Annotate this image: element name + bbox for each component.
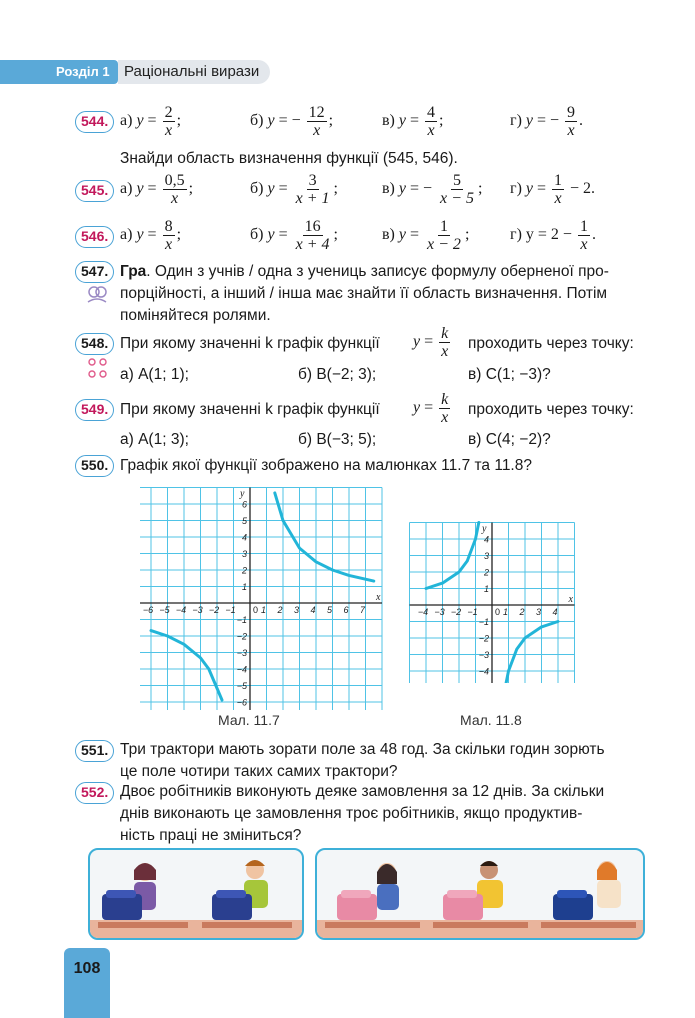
x-tick-label: −4 bbox=[417, 607, 429, 617]
x-tick-label: −1 bbox=[467, 607, 478, 617]
section-header bbox=[0, 60, 270, 84]
x-axis-label: x bbox=[568, 594, 573, 605]
option-b: б) y = $\frac{16}{x + 4}$ ; bbox=[250, 218, 338, 253]
option-g: г) y = − $\frac{9}{x}$ . bbox=[510, 104, 584, 139]
x-tick-label: 4 bbox=[552, 607, 558, 617]
figure-caption: Мал. 11.8 bbox=[460, 712, 522, 728]
y-tick-label: −4 bbox=[478, 666, 489, 677]
y-tick-label: −1 bbox=[478, 617, 489, 627]
y-tick-label: 4 bbox=[483, 534, 489, 545]
x-tick-label: −2 bbox=[450, 607, 462, 617]
x-tick-label: −3 bbox=[192, 605, 203, 615]
y-tick-label: 5 bbox=[241, 516, 247, 526]
origin-label: 0 bbox=[253, 605, 259, 615]
formula-k-over-x: y = $\frac{k}{x}$ bbox=[413, 391, 449, 426]
y-tick-label: 3 bbox=[483, 551, 489, 561]
x-tick-label: −4 bbox=[175, 605, 187, 615]
option-v: в) y = $\frac{4}{x}$ ; bbox=[382, 104, 444, 139]
problem-number: 548. bbox=[75, 333, 114, 355]
x-tick-label: −1 bbox=[225, 605, 236, 615]
x-tick-label: 3 bbox=[293, 605, 300, 615]
option-b: б) y = $\frac{3}{x + 1}$ ; bbox=[250, 172, 338, 207]
discussion-icon bbox=[86, 284, 110, 304]
y-tick-label: 3 bbox=[241, 549, 247, 559]
hyperbola-branch bbox=[151, 631, 222, 700]
option-v: в) C(4; −2)? bbox=[468, 431, 551, 448]
option-b: б) B(−2; 3); bbox=[298, 366, 377, 383]
figure-caption: Мал. 11.7 bbox=[218, 712, 280, 728]
x-tick-label: 1 bbox=[502, 607, 509, 617]
y-tick-label: 4 bbox=[241, 532, 247, 543]
problem-number: 546. bbox=[75, 226, 114, 248]
problem-text: При якому значенні k графік функції bbox=[120, 335, 380, 352]
page-number-tab bbox=[64, 948, 110, 1018]
y-tick-label: 6 bbox=[241, 499, 247, 510]
illustration-three-workers bbox=[315, 848, 645, 940]
option-a: а) A(1; 3); bbox=[120, 431, 189, 448]
y-tick-label: −2 bbox=[236, 631, 247, 642]
x-tick-label: 2 bbox=[519, 607, 525, 617]
problem-number: 549. bbox=[75, 399, 114, 421]
y-tick-label: −2 bbox=[478, 633, 489, 644]
problem-number: 545. bbox=[75, 180, 114, 202]
x-tick-label: −3 bbox=[434, 607, 445, 617]
page-number: 108 bbox=[73, 960, 101, 977]
problem-number: 550. bbox=[75, 455, 114, 477]
x-tick-label: −6 bbox=[142, 605, 154, 615]
problem-text-line: порційності, а інший / інша має знайти її область визначення. Потім bbox=[120, 285, 608, 302]
problem-number: 547. bbox=[75, 261, 114, 283]
problem-text: При якому значенні k графік функції bbox=[120, 401, 380, 418]
option-a: а) y = $\frac{0,5}{x}$ ; bbox=[120, 172, 194, 207]
section-number: Розділ 1 bbox=[56, 64, 110, 79]
problem-text: Двоє робітників виконують деяке замовлення за 12 днів. За скільки bbox=[120, 783, 605, 800]
y-tick-label: 1 bbox=[483, 584, 489, 594]
y-tick-label: −3 bbox=[236, 648, 247, 658]
graph-11-7 bbox=[140, 475, 390, 710]
problem-text: Гра. Один з учнів / одна з учениць записує формулу оберненої про- bbox=[120, 263, 609, 280]
workers-sewing-illustration bbox=[317, 850, 643, 938]
problem-number: 551. bbox=[75, 740, 114, 762]
problem-number: 544. bbox=[75, 111, 114, 133]
x-tick-label: 6 bbox=[343, 605, 349, 615]
problem-text-line: поміняйтеся ролями. bbox=[120, 307, 271, 324]
y-tick-label: −5 bbox=[236, 681, 247, 691]
x-axis-label: x bbox=[376, 592, 381, 603]
problem-text: Три трактори мають зорати поле за 48 год. За скільки годин зорють bbox=[120, 741, 605, 758]
problem-text-line: ність праці не зміниться? bbox=[120, 827, 302, 844]
y-tick-label: 2 bbox=[483, 567, 489, 578]
section-title: Раціональні вирази bbox=[124, 63, 260, 80]
instruction: Знайди область визначення функції (545, 546). bbox=[120, 150, 458, 167]
y-axis-label: y bbox=[482, 523, 487, 535]
x-tick-label: 2 bbox=[277, 605, 283, 615]
y-axis-label: y bbox=[240, 488, 245, 500]
option-b: б) y = − $\frac{12}{x}$ ; bbox=[250, 104, 334, 139]
y-tick-label: −3 bbox=[478, 650, 489, 660]
x-tick-label: 1 bbox=[260, 605, 267, 615]
problem-text: Графік якої функції зображено на малюнках 11.7 та 11.8? bbox=[120, 457, 532, 474]
workers-sewing-illustration bbox=[90, 850, 302, 938]
option-b: б) B(−3; 5); bbox=[298, 431, 377, 448]
option-a: а) A(1; 1); bbox=[120, 366, 189, 383]
option-g: г) y = $\frac{1}{x}$ − 2. bbox=[510, 172, 596, 207]
graph-11-8 bbox=[400, 505, 585, 683]
x-tick-label: 3 bbox=[535, 607, 542, 617]
option-v: в) y = $\frac{1}{x - 2}$ ; bbox=[382, 218, 470, 253]
formula-k-over-x: y = $\frac{k}{x}$ bbox=[413, 325, 449, 360]
option-g: г) y = 2 − $\frac{1}{x}$ . bbox=[510, 218, 596, 253]
y-tick-label: −1 bbox=[236, 615, 247, 625]
hyperbola-branch bbox=[505, 622, 558, 684]
option-a: а) y = $\frac{8}{x}$ ; bbox=[120, 218, 182, 253]
option-v: в) y = − $\frac{5}{x - 5}$ ; bbox=[382, 172, 483, 207]
problem-text-tail: проходить через точку: bbox=[468, 401, 634, 418]
x-tick-label: −5 bbox=[159, 605, 170, 615]
option-v: в) C(1; −3)? bbox=[468, 366, 551, 383]
y-tick-label: −4 bbox=[236, 664, 247, 675]
option-a: а) y = $\frac{2}{x}$ ; bbox=[120, 104, 182, 139]
x-tick-label: 5 bbox=[326, 605, 333, 615]
x-tick-label: 4 bbox=[310, 605, 316, 615]
problem-text-line: це поле чотири таких самих трактори? bbox=[120, 763, 398, 780]
problem-text-line: днів виконають це замовлення троє робітників, якщо продуктив- bbox=[120, 805, 583, 822]
problem-number: 552. bbox=[75, 782, 114, 804]
origin-label: 0 bbox=[495, 607, 501, 617]
y-tick-label: 2 bbox=[241, 565, 247, 576]
x-tick-label: 7 bbox=[359, 605, 366, 615]
illustration-two-workers bbox=[88, 848, 304, 940]
x-tick-label: −2 bbox=[208, 605, 220, 615]
problem-text-tail: проходить через точку: bbox=[468, 335, 634, 352]
y-tick-label: 1 bbox=[241, 582, 247, 592]
y-tick-label: −6 bbox=[236, 697, 247, 708]
group-work-icon bbox=[86, 356, 110, 380]
